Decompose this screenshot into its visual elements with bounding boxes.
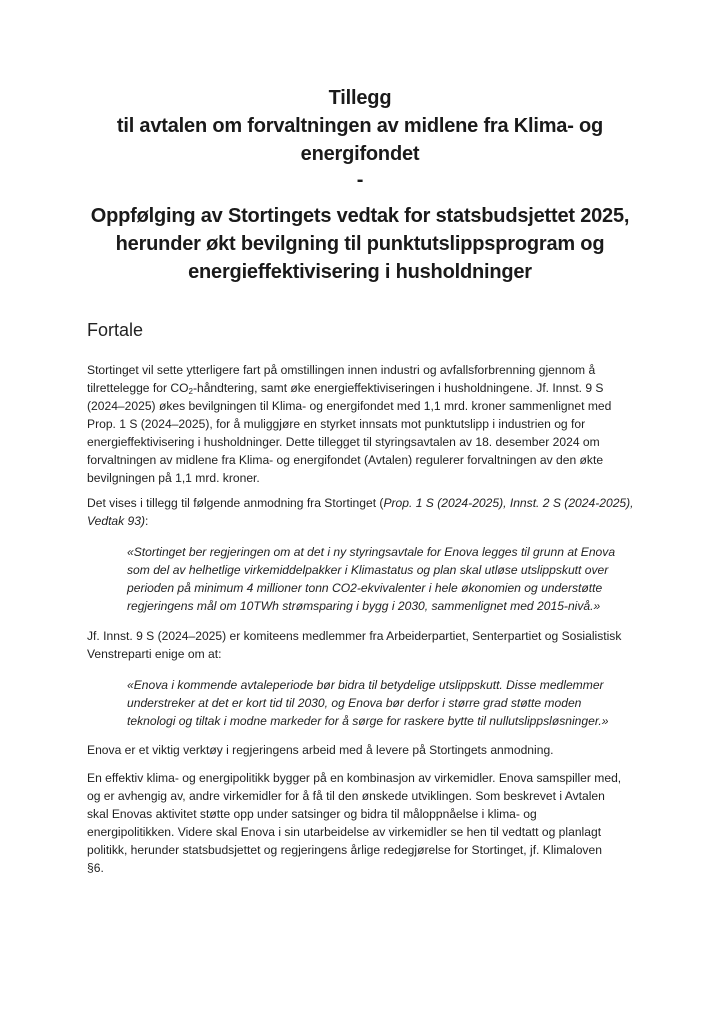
paragraph-committee [87,627,652,663]
section-heading-fortale: Fortale [87,320,144,340]
citation: Prop. 1 S (2024-2025), Innst. 2 S (2024-2025), [383,496,634,510]
text-line: (2024–2025) økes bevilgningen til Klima- og energifondet med 1,1 mrd. kroner sammenlignet med [87,399,612,413]
text-line: bevilgningen på 1,1 mrd. kroner. [87,471,260,485]
subtitle-line-1: Oppfølging av Stortingets vedtak for statsbudsjettet 2025, [90,205,630,227]
text-line: Jf. Innst. 9 S (2024–2025) er komiteens medlemmer fra Arbeiderpartiet, Senterpartiet og Sosialistisk [87,629,622,643]
document-subtitle [60,202,660,286]
paragraph-enova-tool [87,741,652,759]
text-fragment: -håndtering, samt øke energieffektiviseringen i husholdningene. Jf. Innst. 9 S [192,381,604,395]
text-line: energipolitikken. Videre skal Enova i sin utarbeidelse av virkemidler se hen til vedtatt og planlagt [87,825,602,839]
text-fragment: : [145,514,149,528]
quote-line: teknologi og tiltak i modne markeder for å sørge for raskere bytte til nullutslippsløsninger.» [127,714,609,728]
text-line: skal Enovas aktivitet støtte opp under satsinger og bidra til måloppnåelse i klima- og [87,807,537,821]
title-separator: - [356,169,364,191]
text-line: Venstreparti enige om at: [87,647,222,661]
text-fragment: Det vises i tillegg til følgende anmodning fra Stortinget ( [87,496,384,510]
paragraph-policy [87,769,652,877]
quote-line: perioden på minimum 4 millioner tonn CO2-ekvivalenter i hele økonomien og understøtte [127,581,603,595]
quote-stortinget [127,543,657,615]
subscript: 2 [188,387,193,396]
citation: Vedtak 93) [87,514,146,528]
quote-line: understreker at det er kort tid til 2030, og Enova bør derfor i større grad støtte moden [127,696,582,710]
paragraph-reference [87,494,652,530]
text-line [87,512,652,530]
text-line [87,379,652,397]
text-line: Stortinget vil sette ytterligere fart på omstillingen innen industri og avfallsforbrenning gjennom å [87,363,596,377]
document-title [60,84,660,192]
text-line: Prop. 1 S (2024–2025), for å muliggjøre en styrket innsats mot punktutslipp i industrien og for [87,417,586,431]
text-line: §6. [87,861,104,875]
quote-line: «Stortinget ber regjeringen om at det i ny styringsavtale for Enova legges til grunn at Enova [127,545,616,559]
subtitle-line-3: energieffektivisering i husholdninger [188,261,532,283]
text-line: En effektiv klima- og energipolitikk bygger på en kombinasjon av virkemidler. Enova samspiller med, [87,771,622,785]
quote-committee [127,676,657,730]
text-fragment: tilrettelegge for CO [87,381,189,395]
paragraph-intro [87,361,652,487]
quote-line: som del av helhetlige virkemiddelpakker i Klimastatus og plan skal utløse utslippskutt over [127,563,609,577]
text-line: politikk, herunder statsbudsjettet og regjeringens årlige redegjørelse for Stortinget, jf. Klimaloven [87,843,602,857]
quote-line: regjeringens mål om 10TWh strømsparing i bygg i 2030, sammenlignet med 2015-nivå.» [127,599,601,613]
text-line [87,494,652,512]
text-line: og er avhengig av, andre virkemidler for å få til den ønskede utviklingen. Som beskrevet i Avtalen [87,789,605,803]
text-line: energieffektivisering i husholdninger. Dette tillegget til styringsavtalen av 18. desember 2024 om [87,435,600,449]
quote-line: «Enova i kommende avtaleperiode bør bidra til betydelige utslippskutt. Disse medlemmer [127,678,604,692]
text-line: Enova er et viktig verktøy i regjeringens arbeid med å levere på Stortingets anmodning. [87,743,554,757]
text-line: forvaltningen av midlene fra Klima- og energifondet (Avtalen) regulerer forvaltningen av den økte [87,453,604,467]
title-line-2: til avtalen om forvaltningen av midlene fra Klima- og [116,115,604,137]
subtitle-line-2: herunder økt bevilgning til punktutslippsprogram og [115,233,605,255]
title-line-3: energifondet [300,143,420,165]
title-line-1: Tillegg [328,87,392,109]
